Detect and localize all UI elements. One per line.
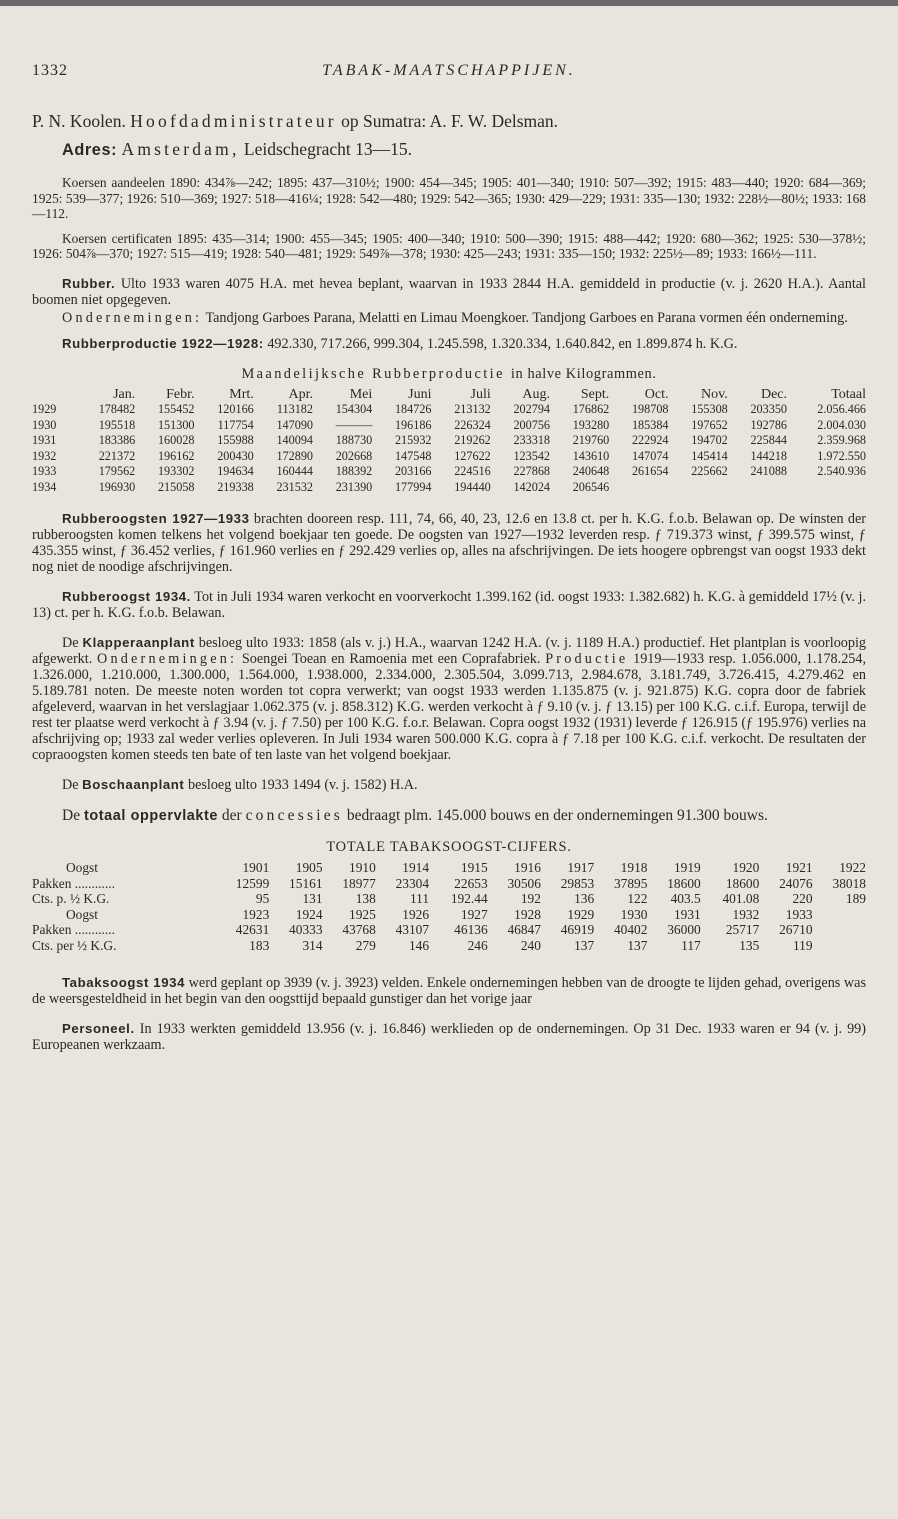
- table-cell: 1926: [402, 906, 430, 922]
- column-header: Aug.: [522, 386, 550, 402]
- table-cell: ———: [335, 417, 373, 432]
- table-cell: 22653: [454, 875, 488, 891]
- row-year: 1931: [32, 433, 57, 447]
- table-cell: 198708: [631, 402, 669, 416]
- table-cell: [813, 922, 866, 938]
- table-cell: 1928: [514, 906, 541, 922]
- table-cell: 160028: [157, 433, 195, 447]
- table-cell: 42631: [235, 922, 270, 937]
- table-cell: 23304: [395, 875, 430, 891]
- table-cell: 1914: [402, 860, 430, 875]
- table-cell: 24076: [779, 875, 813, 891]
- table-row: [32, 464, 866, 480]
- table-cell: 314: [302, 937, 323, 953]
- table-cell: [728, 480, 787, 496]
- table-cell: 144218: [750, 448, 787, 463]
- table-cell: 231390: [335, 479, 373, 494]
- table-cell: 189: [845, 891, 866, 906]
- table-cell: 1925: [349, 906, 376, 922]
- table-cell: 138: [355, 891, 376, 906]
- table-cell: 117: [681, 937, 701, 953]
- table-cell: 196162: [157, 448, 195, 463]
- coconut-paragraph: De Klapperaanplant besloeg ulto 1933: 1858 (als v. j.) H.A., waarvan 1242 H.A. (v. j. 1189 H.A.) productief. Het plantplan is voorloopig afgewerkt. Ondernemingen: Soengei Toean en Ramoenia met een Coprafabriek. Productie 1919—1933 resp. 1.056.000, 1.178.254, 1.326.000, 1.210.000, 1.300.000, 1.564.000, 1.938.000, 2.334.000, 2.305.504, 3.099.713, 2.984.678, 3.181.749, 3.726.415, 4.279.462 en 5.189.781 noten. De meeste noten worden tot copra verwerkt; van oogst 1933 werden 1.135.875 (v. j. 921.875) K.G. copra door de fabriek afgeleverd, waarvan in het verslagjaar 1.062.375 (v. j. 858.312) K.G. werden verkocht à ƒ 9.10 (v. j. ƒ 13.15) per 100 K.G. c.i.f. Europa, terwijl de rest ter plaatse werd verkocht à ƒ 3.94 (v. j. ƒ 7.50) per 100 K.G. f.o.r. Belawan. Copra oogst 1932 (1931) leverde ƒ 126.915 (ƒ 195.976) verlies na afschrijving op; 1933 zal weder verlies opleveren. In Juli 1934 waren 500.000 K.G. copra à ƒ 7.18 per 100 K.G. c.i.f. verkocht. De resultaten der copraoogsten komen steeds ten bate of ten laste van het volgend boekjaar.: [32, 635, 867, 763]
- staff-paragraph: Personeel. In 1933 werkten gemiddeld 13.956 (v. j. 16.846) werklieden op de ondernemingen. Op 31 Dec. 1933 waren er 94 (v. j. 99) Europeanen werkzaam.: [32, 1021, 867, 1053]
- table-cell: 200756: [513, 417, 550, 432]
- row-year: 1933: [32, 464, 57, 478]
- table-row: [32, 876, 866, 892]
- table-cell: 155308: [691, 402, 728, 416]
- table-cell: 193280: [572, 417, 610, 432]
- table-cell: 119: [792, 937, 813, 953]
- table-cell: 1.972.550: [817, 448, 866, 463]
- rubber-harvests-paragraph: Rubberoogsten 1927—1933 brachten dooreen resp. 111, 74, 66, 40, 23, 12.6 en 13.8 ct. per h. K.G. f.o.b. Belawan op. De winsten der rubberoogsten komen telkens het volgend boekjaar ten goede. De oogsten van 1927—1932 leverden resp. ƒ 719.373 winst, ƒ 399.575 winst, ƒ 435.355 winst, ƒ 36.452 verlies, ƒ 161.960 verlies en ƒ 292.429 verlies op, alles na afschrijvingen. De iets hoogere opbrengst van oogst 1933 dekt nog niet de noodige afschrijvingen.: [32, 511, 866, 575]
- rubber-paragraph: Rubber. Ulto 1933 waren 4075 H.A. met hevea beplant, waarvan in 1933 2844 H.A. gemiddeld in productie (v. j. 2620 H.A.). Aantal boomen niet opgegeven.: [32, 275, 866, 308]
- table-cell: 200430: [217, 448, 254, 463]
- table-cell: 120166: [217, 402, 254, 416]
- table-cell: 135: [739, 937, 760, 953]
- table-cell: 213132: [454, 402, 491, 416]
- rubber-harvests-label: Rubberoogsten 1927—1933: [62, 511, 250, 526]
- table-cell: 2.540.936: [817, 464, 866, 478]
- table-cell: 113182: [276, 402, 313, 416]
- administrator-line: P. N. Koolen. Hoofdadministrateur op Sumatra: A. F. W. Delsman.: [32, 111, 559, 131]
- table-cell: 111: [409, 891, 430, 906]
- address-street: Leidschegracht 13—15.: [243, 139, 413, 159]
- address-line: [62, 138, 866, 161]
- certificate-quotations: Koersen certificaten 1895: 435—314; 1900: 455—345; 1905: 400—340; 1910: 500—390; 1915: 488—442; 1920: 680—362; 1925: 530—378½; 1926: 504⅞—370; 1927: 515—419; 1928: 540—481; 1929: 549⅞—378; 1930: 425—243; 1931: 335—150; 1932: 225½—89; 1933: 166½—111.: [32, 230, 866, 261]
- table-cell: 43768: [342, 922, 376, 937]
- table-cell: 233318: [513, 433, 550, 447]
- table-cell: 401.08: [722, 891, 760, 906]
- table-cell: 1905: [295, 860, 323, 875]
- table-cell: 18977: [342, 875, 376, 891]
- address-label: Adres:: [62, 141, 118, 159]
- rubber-estates: Ondernemingen: Tandjong Garboes Parana, Melatti en Limau Moengkoer. Tandjong Garboes en Parana vormen één onderneming.: [62, 309, 848, 326]
- table-cell: 222924: [631, 433, 669, 447]
- table-cell: 1921: [785, 860, 813, 875]
- running-header: [32, 62, 866, 86]
- table-cell: 225844: [750, 433, 787, 447]
- scan-edge: [0, 0, 898, 6]
- column-header: Febr.: [166, 386, 195, 402]
- table-cell: 203350: [750, 402, 787, 416]
- table-cell: 240: [520, 937, 541, 953]
- rubber-production-paragraph: Rubberproductie 1922—1928: 492.330, 717.266, 999.304, 1.245.598, 1.320.334, 1.640.842, en 1.899.874 h. K.G.: [62, 335, 738, 352]
- table-cell: 197652: [691, 417, 728, 432]
- table-cell: 25717: [725, 922, 760, 937]
- page-number: 1332: [32, 62, 68, 79]
- role-label: Hoofdadministrateur: [130, 111, 337, 131]
- tobacco-1934-label: Tabaksoogst 1934: [62, 975, 186, 990]
- table-cell: 36000: [667, 922, 701, 937]
- table-cell: 221372: [98, 448, 136, 463]
- table-cell: 1917: [567, 860, 595, 875]
- table-cell: 246: [467, 937, 488, 953]
- area-paragraph: De totaal oppervlakte der concessies bedraagt plm. 145.000 bouws en der ondernemingen 91.300 bouws.: [62, 807, 768, 824]
- table-cell: 145414: [691, 448, 728, 463]
- table-cell: 192.44: [450, 891, 488, 906]
- table-cell: 183: [249, 937, 270, 953]
- share-quotations: Koersen aandeelen 1890: 434⅞—242; 1895: 437—310½; 1900: 454—345; 1905: 401—340; 1910: 507—392; 1915: 483—440; 1920: 684—369; 1925: 539—377; 1926: 510—369; 1927: 518—416¼; 1928: 542—480; 1929: 542—365; 1930: 429—229; 1931: 335—130; 1932: 228½—80½; 1933: 168—112.: [32, 175, 866, 221]
- table-cell: 178482: [98, 402, 136, 416]
- rubber-harvest-1934-paragraph: Rubberoogst 1934. Tot in Juli 1934 waren verkocht en voorverkocht 1.399.162 (id. oogst 1933: 1.382.682) h. K.G. à gemiddeld 17½ (v. j. 13) ct. per h. K.G. f.o.b. Belawan.: [32, 589, 866, 621]
- table-cell: 195518: [98, 417, 136, 432]
- table-cell: 1916: [514, 860, 541, 875]
- table-cell: 203166: [394, 464, 432, 478]
- table-cell: 1919: [673, 860, 701, 875]
- table-cell: 241088: [750, 464, 787, 478]
- table-cell: [669, 480, 728, 496]
- table-cell: [813, 938, 866, 954]
- column-header: Dec.: [760, 386, 787, 402]
- column-header: Mrt.: [229, 386, 254, 402]
- table-cell: 46136: [454, 922, 488, 937]
- table-cell: 403.5: [670, 891, 701, 906]
- table-row: [32, 860, 866, 876]
- table-cell: 1901: [242, 860, 270, 875]
- table-cell: 194634: [217, 464, 254, 478]
- table-cell: 140094: [276, 433, 313, 447]
- table-cell: 202794: [513, 402, 550, 416]
- row-label: Cts. p. ½ K.G.: [32, 891, 110, 906]
- row-label: Cts. per ½ K.G.: [32, 937, 117, 953]
- table-cell: 131: [302, 891, 323, 906]
- table-row: [32, 402, 866, 418]
- table-cell: 1927: [460, 906, 488, 922]
- table-cell: 147090: [276, 417, 313, 432]
- table-cell: 15161: [289, 875, 323, 891]
- row-label: Oogst: [66, 906, 98, 922]
- table-cell: 155988: [217, 433, 254, 447]
- page-content: [32, 110, 866, 1063]
- table-cell: 219262: [454, 433, 491, 447]
- table-cell: 193302: [157, 464, 195, 478]
- table-row: [32, 891, 866, 907]
- table-cell: 192: [520, 891, 541, 906]
- tobacco-1934-paragraph: Tabaksoogst 1934 werd geplant op 3939 (v. j. 3923) velden. Enkele ondernemingen hebben van de droogte te lijden gehad, overigens was de weersgesteldheid in het begin van den oogsttijd bepaald gunstiger dan het vorige jaar: [32, 975, 866, 1007]
- table-cell: 188730: [335, 433, 373, 447]
- table-cell: 226324: [454, 417, 491, 432]
- table-cell: 1915: [460, 860, 488, 875]
- column-header: Juli: [470, 386, 491, 402]
- area-label: totaal oppervlakte: [83, 808, 219, 824]
- forest-paragraph: De Boschaanplant besloeg ulto 1933 1494 (v. j. 1582) H.A.: [62, 777, 418, 793]
- table-cell: 172890: [276, 448, 313, 463]
- table-cell: 40402: [613, 922, 648, 937]
- row-year: 1930: [32, 417, 57, 432]
- table-cell: 18600: [667, 875, 701, 891]
- table-cell: 227868: [513, 464, 550, 478]
- column-header: Juni: [408, 386, 432, 402]
- table-cell: 154304: [335, 402, 373, 416]
- table-cell: 46847: [507, 922, 541, 937]
- table-cell: 2.359.968: [817, 433, 866, 447]
- staff-label: Personeel.: [62, 1021, 135, 1036]
- table-row: [32, 938, 866, 954]
- table-cell: 185384: [631, 417, 669, 432]
- column-header: Mei: [349, 386, 373, 402]
- table-cell: 127622: [454, 448, 491, 463]
- table-cell: 40333: [289, 922, 323, 937]
- table-cell: 46919: [560, 922, 595, 937]
- table-header-row: [32, 387, 866, 403]
- table-cell: 177994: [394, 479, 432, 494]
- column-header: Jan.: [113, 386, 136, 402]
- table-cell: 1932: [732, 906, 760, 922]
- table-cell: 30506: [507, 875, 541, 891]
- table-cell: 12599: [235, 875, 270, 891]
- table-cell: 29853: [560, 875, 595, 891]
- table-cell: 231532: [276, 479, 313, 494]
- table-cell: [813, 907, 866, 923]
- table-cell: 137: [627, 937, 648, 953]
- table-cell: 206546: [572, 479, 610, 494]
- table-cell: 155452: [157, 402, 195, 416]
- table-cell: 1930: [620, 906, 648, 922]
- column-header: Apr.: [288, 386, 313, 402]
- rubber-production-label: Rubberproductie 1922—1928:: [62, 335, 264, 351]
- table-cell: 151300: [157, 417, 195, 432]
- monthly-production-table: [32, 387, 866, 496]
- table-cell: 192786: [750, 417, 787, 432]
- table-cell: 224516: [454, 464, 491, 478]
- table-cell: 147548: [394, 448, 432, 463]
- table-cell: 1924: [295, 906, 323, 922]
- table-cell: 219338: [217, 479, 254, 494]
- table-cell: 122: [627, 891, 648, 906]
- table-cell: 261654: [631, 464, 669, 478]
- column-header: Sept.: [580, 386, 610, 402]
- address-city: Amsterdam,: [121, 139, 240, 159]
- table-cell: 1922: [839, 860, 866, 875]
- table-cell: 1920: [732, 860, 760, 875]
- row-year: 1929: [32, 402, 57, 416]
- table-cell: 225662: [691, 464, 728, 478]
- table-cell: 215058: [157, 479, 195, 494]
- table-cell: 194440: [454, 479, 491, 494]
- table-cell: 1918: [620, 860, 648, 875]
- table-cell: 142024: [513, 479, 550, 494]
- table-cell: 202668: [335, 448, 373, 463]
- table-cell: 160444: [276, 464, 313, 478]
- table-cell: 136: [574, 891, 595, 906]
- tobacco-harvest-table: [32, 860, 866, 953]
- tobacco-table-caption: TOTALE TABAKSOOGST-CIJFERS.: [326, 839, 572, 855]
- table-cell: 219760: [572, 433, 610, 447]
- table-cell: 123542: [513, 448, 550, 463]
- running-title: TABAK-MAATSCHAPPIJEN.: [322, 62, 576, 79]
- rubber-harvest-1934-label: Rubberoogst 1934.: [62, 589, 191, 604]
- table-cell: 220: [792, 891, 813, 906]
- table-cell: [609, 480, 668, 496]
- column-header: Oct.: [644, 386, 669, 402]
- table-cell: 196930: [98, 479, 136, 494]
- table-row: [32, 418, 866, 434]
- table-cell: 194702: [691, 433, 728, 447]
- column-header: Nov.: [701, 386, 728, 402]
- forest-label: Boschaanplant: [82, 777, 185, 792]
- table-cell: 2.056.466: [817, 402, 866, 416]
- table-cell: 184726: [394, 402, 432, 416]
- table-cell: 1910: [349, 860, 376, 875]
- table-cell: 146: [408, 937, 430, 953]
- row-label: Oogst: [66, 860, 98, 875]
- table-cell: 196186: [394, 417, 432, 432]
- table-row: [32, 433, 866, 449]
- table-cell: 188392: [335, 464, 373, 478]
- monthly-table-caption: Maandelijksche Rubberproductie in halve Kilogrammen.: [241, 365, 657, 382]
- table-row: [32, 449, 866, 465]
- table-cell: 18600: [725, 875, 760, 891]
- table-cell: [787, 480, 866, 496]
- rubber-label: Rubber.: [62, 275, 116, 291]
- coconut-label: Klapperaanplant: [82, 635, 195, 650]
- table-cell: 183386: [98, 433, 136, 447]
- table-cell: 137: [574, 937, 595, 953]
- table-cell: 147074: [631, 448, 669, 463]
- table-cell: 215932: [394, 433, 432, 447]
- table-cell: 143610: [572, 448, 610, 463]
- table-row: [32, 480, 866, 496]
- table-cell: 38018: [832, 875, 866, 891]
- table-cell: 1929: [567, 906, 595, 922]
- table-cell: 117754: [217, 417, 254, 432]
- row-year: 1934: [32, 479, 57, 494]
- table-cell: 176862: [572, 402, 610, 416]
- column-header: Totaal: [831, 386, 866, 402]
- table-cell: 1931: [673, 906, 701, 922]
- table-cell: 279: [355, 937, 376, 953]
- table-cell: 95: [255, 891, 270, 906]
- table-row: [32, 907, 866, 923]
- table-cell: 1933: [785, 906, 813, 922]
- table-cell: 37895: [613, 875, 648, 891]
- table-cell: 26710: [779, 922, 813, 937]
- table-cell: 43107: [395, 922, 430, 937]
- table-cell: 179562: [98, 464, 136, 478]
- table-cell: 1923: [242, 906, 270, 922]
- table-cell: 2.004.030: [817, 417, 866, 432]
- row-label: Pakken ............: [32, 922, 115, 937]
- table-row: [32, 922, 866, 938]
- row-year: 1932: [32, 448, 57, 463]
- row-label: Pakken ............: [32, 875, 115, 891]
- table-cell: 240648: [572, 464, 610, 478]
